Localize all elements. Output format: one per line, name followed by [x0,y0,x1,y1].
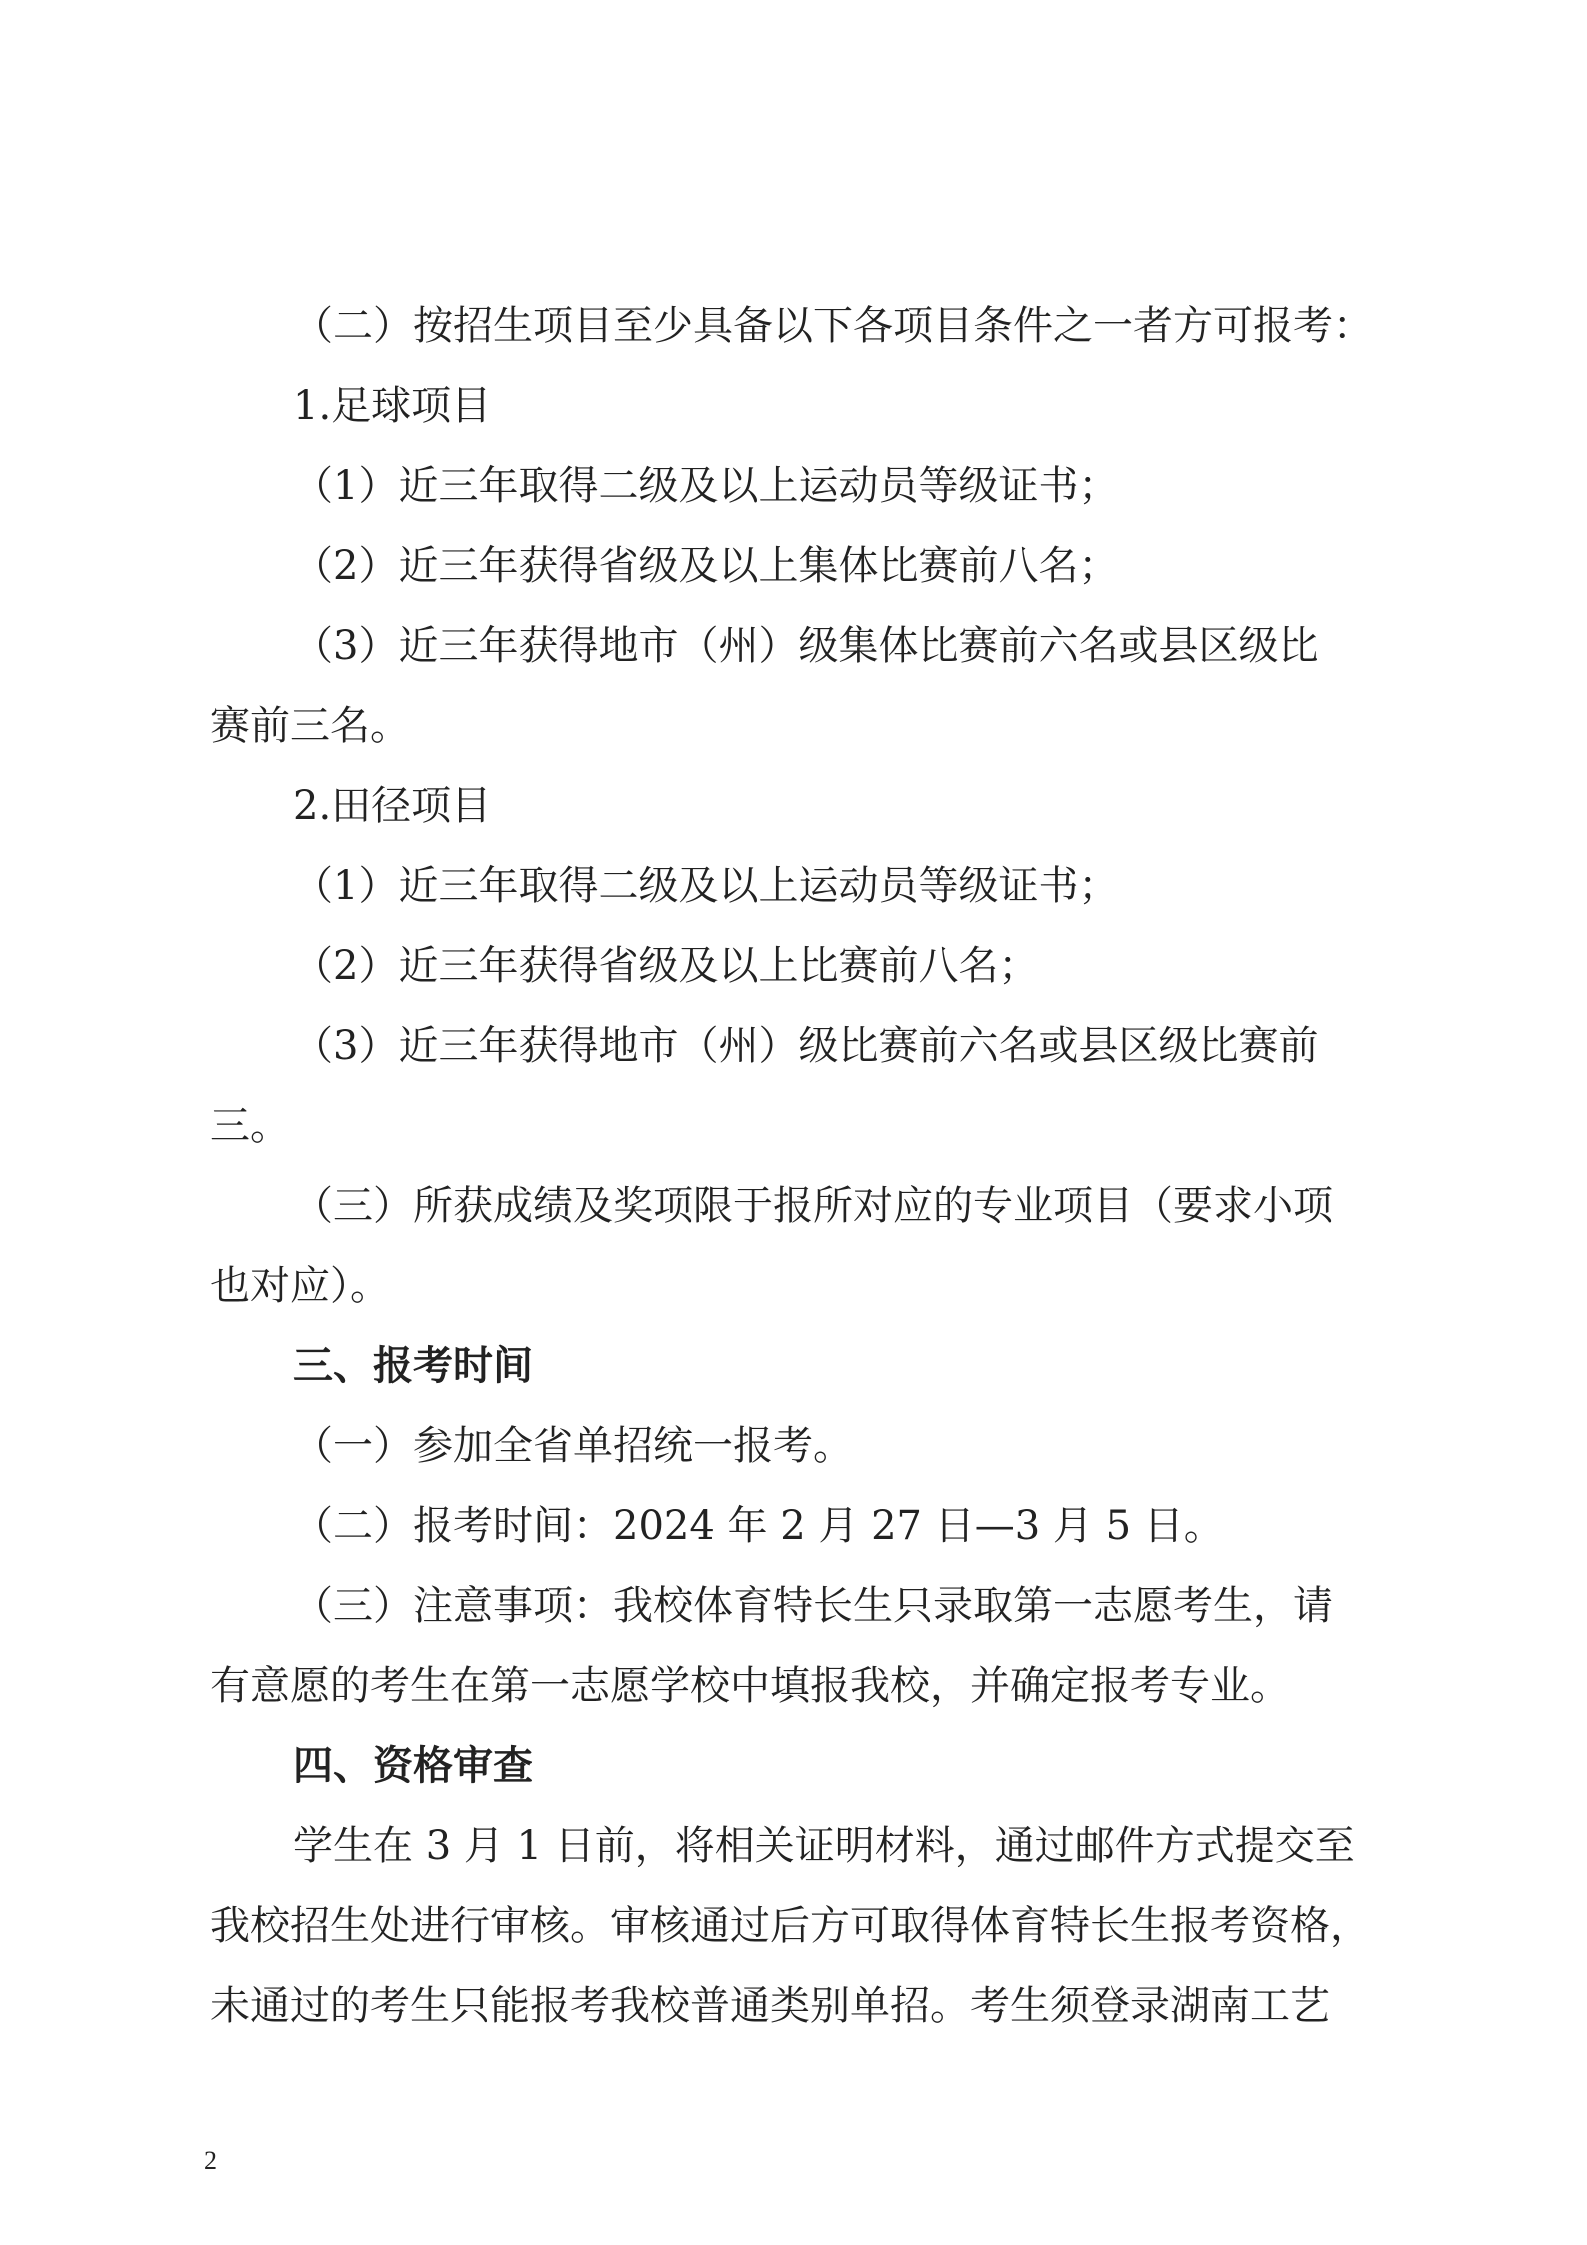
paragraph-line: （1）近三年取得二级及以上运动员等级证书； [293,463,1119,509]
paragraph-line: （2）近三年获得省级及以上集体比赛前八名； [293,543,1119,589]
paragraph-line: （二）按招生项目至少具备以下各项目条件之一者方可报考： [293,303,1373,349]
paragraph-line: （3）近三年获得地市（州）级比赛前六名或县区级比赛前 [293,1023,1319,1069]
paragraph-line: 未通过的考生只能报考我校普通类别单招。考生须登录湖南工艺 [210,1983,1330,2029]
paragraph-line: （三）所获成绩及奖项限于报所对应的专业项目（要求小项 [293,1183,1333,1229]
section-heading: 四、资格审查 [293,1743,533,1789]
paragraph-line: （1）近三年取得二级及以上运动员等级证书； [293,863,1119,909]
subsection-title: 2.田径项目 [293,783,492,829]
paragraph-line: （一）参加全省单招统一报考。 [293,1423,853,1469]
paragraph-line: 学生在 3 月 1 日前，将相关证明材料，通过邮件方式提交至 [293,1823,1355,1869]
paragraph-line: （2）近三年获得省级及以上比赛前八名； [293,943,1039,989]
paragraph-line: 赛前三名。 [210,703,410,749]
paragraph-line: 有意愿的考生在第一志愿学校中填报我校，并确定报考专业。 [210,1663,1290,1709]
paragraph-line: 也对应）。 [210,1263,390,1309]
paragraph-line: 我校招生处进行审核。审核通过后方可取得体育特长生报考资格， [210,1903,1370,1949]
subsection-title: 1.足球项目 [293,383,492,429]
section-heading: 三、报考时间 [293,1343,533,1389]
page-number: 2 [204,2146,217,2175]
paragraph-line: （二）报考时间：2024 年 2 月 27 日—3 月 5 日。 [293,1503,1224,1549]
paragraph-line: （3）近三年获得地市（州）级集体比赛前六名或县区级比 [293,623,1319,669]
paragraph-line: 三。 [210,1103,290,1149]
paragraph-line: （三）注意事项：我校体育特长生只录取第一志愿考生，请 [293,1583,1333,1629]
